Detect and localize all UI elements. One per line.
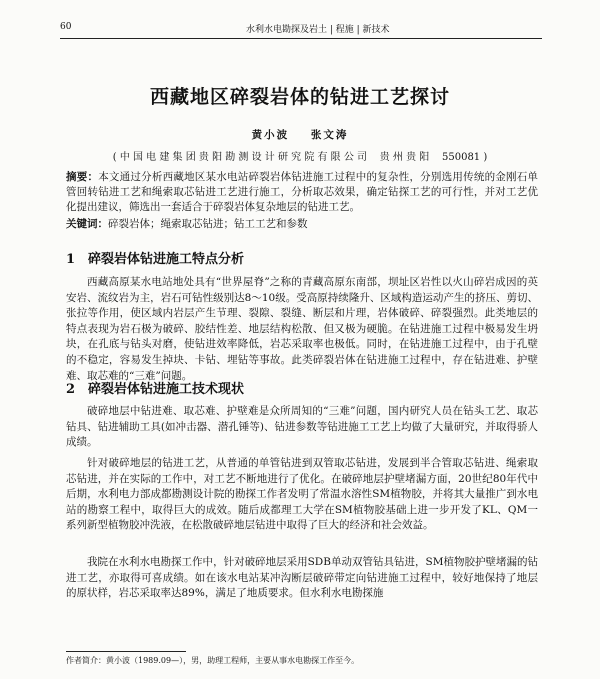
- abstract-text: 本文通过分析西藏地区某水电站碎裂岩体钻进施工过程中的复杂性，分别选用传统的金刚石单管回转钻进工艺和绳索取芯钻进工艺进行施工，分析取芯效果，确定钻探工艺的可行性，并对工艺优化提出建议，筛选出一套适合于碎裂岩体复杂地层的钻进工艺。: [66, 171, 539, 213]
- header-rule: [60, 38, 542, 39]
- body-paragraph: 西藏高原某水电站地处具有“世界屋脊”之称的青藏高原东南部，坝址区岩性以火山碎岩成因的英安岩、流纹岩为主，岩石可钻性级别达8～10级。受高原持续隆升、区域构造运动产生的挤压、剪切、张拉等作用，使区域内岩层产生节理、裂隙、裂缝、断层和片理，岩体破碎、碎裂强烈。此类地层的特点表现为岩石极为破碎、胶结性差、地层结构松散、但又极为硬脆。在钻进施工过程中极易发生坍块，在孔底与钻头对磨，使钻进效率降低，岩芯采取率也极低。同时，在钻进施工过程中，由于孔壁的不稳定，容易发生掉块、卡钻、埋钻等事故。此类碎裂岩体在钻进施工过程中，存在钻进难、护壁难、取芯难的“三难”问题。: [66, 276, 538, 382]
- author-name: 黄小波: [251, 129, 290, 141]
- body-paragraph: 针对破碎地层的钻进工艺，从普通的单管钻进到双管取芯钻进，发展到半合管取芯钻进、绳索取芯钻进，并在实际的工作中，对工艺不断地进行了优化。在破碎地层护壁堵漏方面，20世纪80年代中后期，水利电力部成都勘测设计院的勘探工作者发明了常温水溶性SM植物胶，并将其大量推广到水电站的勘察工程中，取得巨大的成效。随后成都理工大学在SM植物胶基础上进一步开发了KL、QM一系列新型植物胶冲洗液，在松散破碎地层钻进中取得了巨大的经济和社会效益。: [66, 457, 538, 532]
- body-paragraph: 破碎地层中钻进难、取芯难、护壁难是众所周知的“三难”问题，国内研究人员在钻头工艺、取芯钻具、钻进辅助工具(如冲击器、潜孔锤等)、钻进参数等钻进施工工艺上均做了大量研究，并取得骄人成绩。: [66, 405, 538, 449]
- journal-name: 水利水电勘探及岩土 | 程施 | 新技术: [246, 25, 390, 35]
- author-list: [0, 127, 600, 142]
- keywords-label: 关键词：: [66, 218, 108, 230]
- affiliation: ( 中 国 电 建 集 团 贵 阳 勘 测 设 计 研 究 院 有 限 公 司 贵 州 贵 阳 550081 ): [112, 152, 488, 163]
- running-header: [60, 22, 540, 36]
- section-number: 1: [66, 252, 76, 267]
- abstract-label: 摘要：: [66, 171, 99, 183]
- abstract: [66, 170, 538, 215]
- footnote-rule: [66, 651, 186, 652]
- section-heading: [66, 248, 244, 267]
- keywords-text: 碎裂岩体；绳索取芯钻进；钻工工艺和参数: [108, 218, 308, 230]
- body-paragraph: 我院在水利水电勘探工作中，针对破碎地层采用SDB单动双管钻具钻进，SM植物胶护壁堵漏的钻进工艺，亦取得可喜成绩。如在该水电站某冲沟断层破碎带定向钻进施工过程中，较好地保持了地层的原状样，岩芯采取率达89%，满足了地质要求。但水利水电勘探施: [66, 556, 538, 600]
- author-footnote: 作者简介：黄小波（1989.09—），男，助理工程师，主要从事水电勘探工作至今。: [66, 656, 360, 665]
- section-number: 2: [66, 382, 76, 397]
- keywords: [66, 217, 538, 232]
- author-name: 张文涛: [310, 129, 349, 141]
- paper-title: 西藏地区碎裂岩体的钻进工艺探讨: [149, 86, 450, 108]
- page-number: 60: [60, 22, 72, 32]
- section-heading: [66, 378, 244, 397]
- section-title: 碎裂岩体钻进施工技术现状: [88, 382, 245, 397]
- section-title: 碎裂岩体钻进施工特点分析: [88, 252, 245, 267]
